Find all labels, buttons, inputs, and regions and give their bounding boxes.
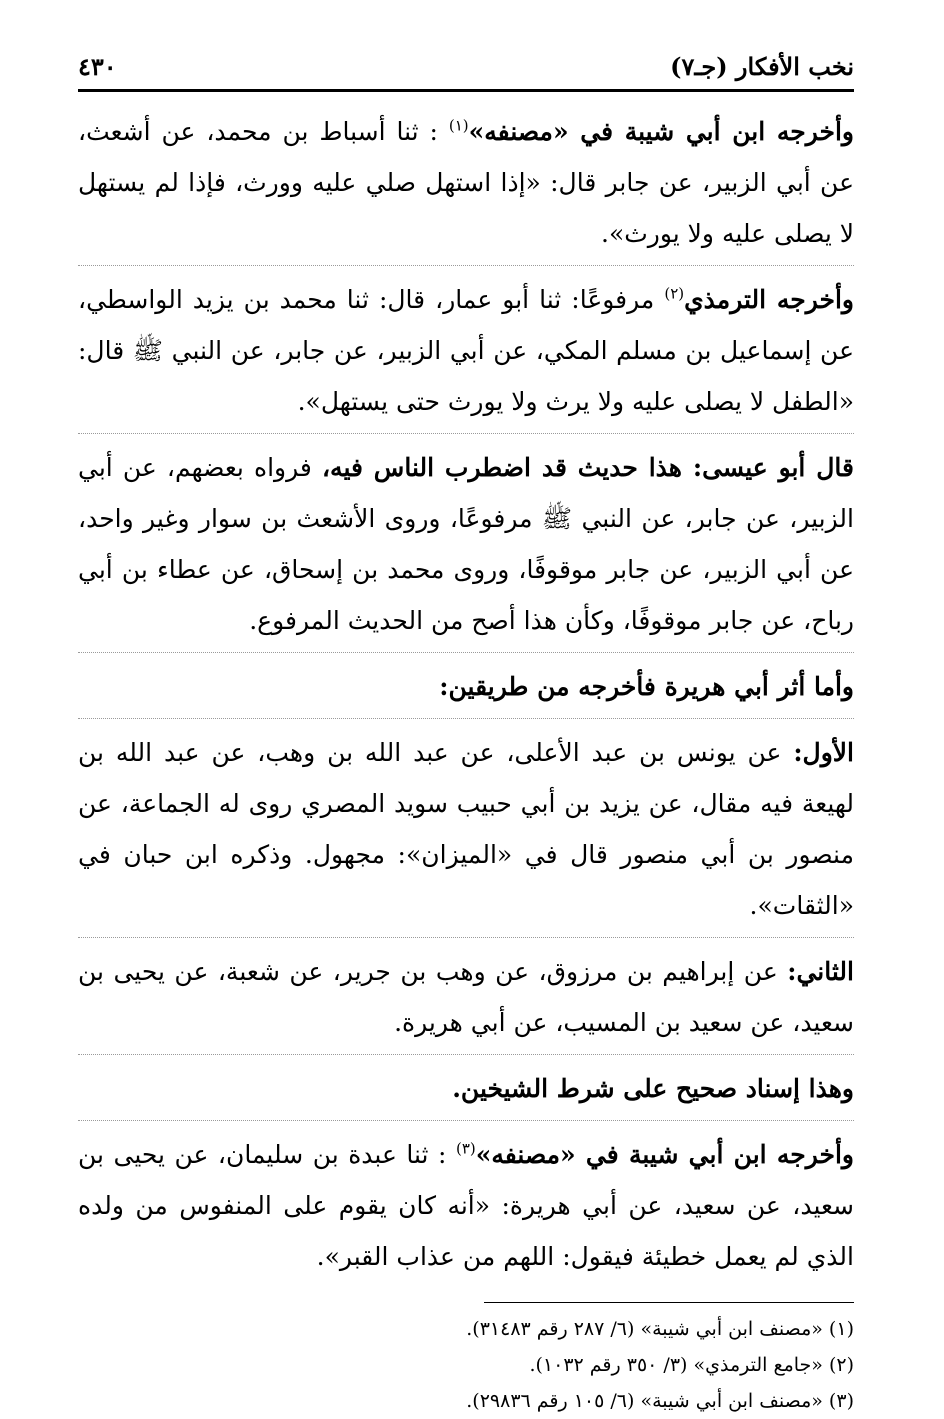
paragraph-lead: الثاني:	[787, 957, 854, 986]
footnote-divider	[484, 1302, 854, 1303]
paragraph-text: فرواه بعضهم، عن أبي الزبير، عن جابر، عن النبي ﷺ مرفوعًا، وروى الأشعث بن سوار وغير واحد، عن أبي الزبير، عن جابر موقوفًا، وروى محمد بن إسحاق، عن عطاء بن أبي رباح، عن جابر موقوفًا، وكأن هذا أصح من الحديث المرفوع.	[78, 453, 854, 635]
paragraph-7	[78, 1063, 854, 1121]
paragraph-lead: وأما أثر أبي هريرة فأخرجه من طريقين:	[439, 672, 854, 701]
page-header	[78, 52, 854, 92]
page-number: ٤٣٠	[78, 52, 117, 81]
paragraph-text: مرفوعًا: ثنا أبو عمار، قال: ثنا محمد بن يزيد الواسطي، عن إسماعيل بن مسلم المكي، عن أبي الزبير، عن جابر، عن النبي ﷺ قال: «الطفل لا يصلى عليه ولا يرث ولا يورث حتى يستهل».	[78, 285, 854, 416]
footnote-item: (٣) «مصنف ابن أبي شيبة» (٦/ ١٠٥ رقم ٢٩٨٣٦).	[466, 1390, 854, 1412]
book-title: نخب الأفكار (جـ٧)	[670, 52, 854, 81]
footnote-ref: (٣)	[455, 1139, 476, 1158]
paragraph-6	[78, 946, 854, 1055]
paragraph-8	[78, 1129, 854, 1288]
footnote-item: (١) «مصنف ابن أبي شيبة» (٦/ ٢٨٧ رقم ٣١٤٨٣).	[466, 1318, 854, 1340]
paragraph-text: : ثنا أسباط بن محمد، عن أشعث، عن أبي الزبير، عن جابر قال: «إذا استهل صلي عليه وورث، فإذا لم يستهل لا يصلى عليه ولا يورث».	[78, 117, 854, 248]
paragraph-1	[78, 106, 854, 266]
paragraph-4	[78, 661, 854, 719]
footnote-ref: (١)	[448, 116, 469, 135]
paragraph-lead: وأخرجه ابن أبي شيبة في «مصنفه»	[475, 1140, 854, 1169]
paragraph-lead: وأخرجه ابن أبي شيبة في «مصنفه»	[468, 117, 854, 146]
paragraph-2	[78, 274, 854, 434]
paragraph-lead: وهذا إسناد صحيح على شرط الشيخين.	[452, 1074, 854, 1103]
footnotes	[78, 1311, 854, 1419]
book-page	[78, 52, 854, 1419]
paragraph-lead: الأول:	[793, 738, 854, 767]
footnote-ref: (٢)	[664, 284, 685, 303]
paragraph-5	[78, 727, 854, 938]
paragraph-lead: قال أبو عيسى: هذا حديث قد اضطرب الناس فيه،	[321, 453, 854, 482]
paragraph-text: عن إبراهيم بن مرزوق، عن وهب بن جرير، عن شعبة، عن يحيى بن سعيد، عن سعيد بن المسيب، عن أبي هريرة.	[78, 957, 854, 1037]
main-text	[78, 106, 854, 1288]
footnote-item: (٢) «جامع الترمذي» (٣/ ٣٥٠ رقم ١٠٣٢).	[529, 1354, 854, 1376]
paragraph-text: : ثنا عبدة بن سليمان، عن يحيى بن سعيد، عن سعيد، عن أبي هريرة: «أنه كان يقوم على المنفوس من ولده الذي لم يعمل خطيئة فيقول: اللهم من عذاب القبر».	[78, 1140, 854, 1271]
paragraph-text: عن يونس بن عبد الأعلى، عن عبد الله بن وهب، عن عبد الله بن لهيعة فيه مقال، عن يزيد بن أبي حبيب سويد المصري روى له الجماعة، عن منصور بن أبي منصور قال في «الميزان»: مجهول. وذكره ابن حبان في «الثقات».	[78, 738, 854, 920]
paragraph-lead: وأخرجه الترمذي	[684, 285, 854, 314]
paragraph-3	[78, 442, 854, 653]
